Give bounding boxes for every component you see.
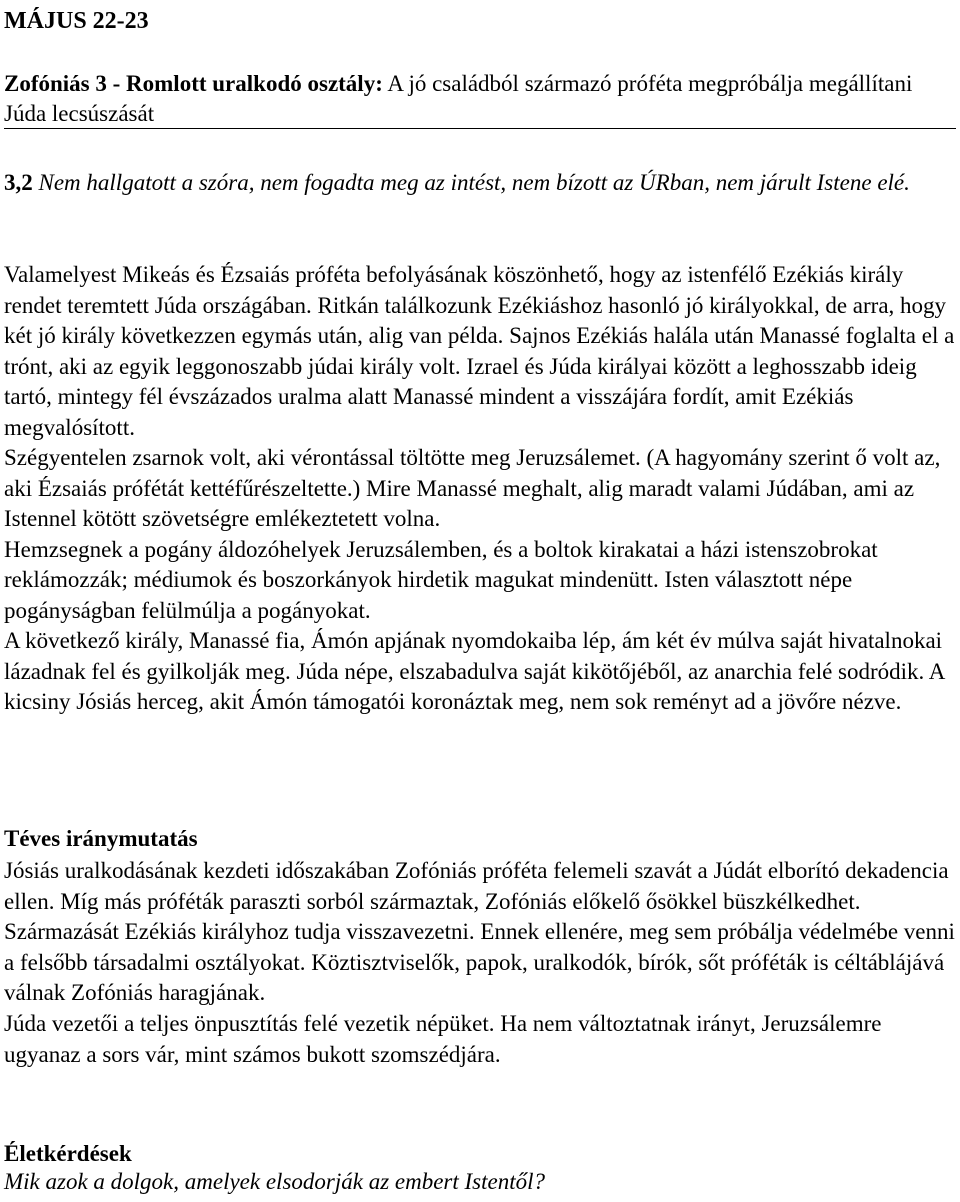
section-title-misguidance: Téves iránymutatás — [4, 826, 198, 851]
intro-paragraph: Valamelyest Mikeás és Ézsaiás próféta befolyásának köszönhető, hogy az istenfélő Ezékiás király rendet teremtett Júda országában. Ritkán találkozunk Ezékiáshoz hasonló jó királyokkal, de arra, hogy két jó király következzen egymás után, alig van példa. Sajnos Ezékiás halála után Manassé foglalta el a trónt, aki az egyik leggonoszabb júdai király volt. Izrael és Júda királyai között a leghosszabb ideig tartó, mintegy fél évszázados uralma alatt Manassé mindent a visszájára fordít, amit Ezékiás megvalósított. — [4, 262, 955, 440]
chapter-heading — [4, 69, 956, 129]
section-title-life-questions: Életkérdések — [4, 1141, 132, 1166]
section-paragraph: Jósiás uralkodásának kezdeti időszakában Zofóniás próféta felemeli szavát a Júdát elborító dekadencia ellen. Míg más próféták paraszti sorból származtak, Zofóniás előkelő ősökkel büszkélkedhet. Származását Ezékiás királyhoz tudja visszavezetni. Ennek ellenére, meg sem próbálja védelmébe venni a felsőbb társadalmi osztályokat. Köztisztviselők, papok, uralkodók, bírók, sőt próféták is céltáblájává válnak Zofóniás haragjának. — [4, 858, 955, 1006]
intro-paragraph: Hemzsegnek a pogány áldozóhelyek Jeruzsálemben, és a boltok kirakatai a házi istenszobrokat reklámozzák; médiumok és boszorkányok hirdetik magukat mindenütt. Isten választott népe pogányságban felülmúlja a pogányokat. — [4, 536, 878, 623]
section-paragraph: Júda vezetői a teljes önpusztítás felé vezetik népüket. Ha nem változtatnak irányt, Jeruzsálemre ugyanaz a sors vár, mint számos bukott szomszédjára. — [4, 1010, 882, 1067]
reflection-question: Mik azok a dolgok, amelyek elsodorják az embert Istentől? — [4, 1169, 546, 1194]
section-text — [4, 856, 959, 1070]
verse-text: Nem hallgatott a szóra, nem fogadta meg az intést, nem bízott az ÚRban, nem járult Istene elé. — [38, 170, 910, 195]
horizontal-divider — [4, 128, 956, 129]
intro-paragraph: A következő király, Manassé fia, Ámón apjának nyomdokaiba lép, ám két év múlva saját hivatalnokai lázadnak fel és gyilkolják meg. Júda népe, elszabadulva saját kikötőjéből, az anarchia felé sodródik. A kicsiny Jósiás herceg, akit Ámón támogatói koronáztak meg, nem sok reményt ad a jövőre nézve. — [4, 628, 945, 714]
date-heading: MÁJUS 22-23 — [4, 8, 149, 34]
intro-text — [4, 260, 959, 718]
chapter-title: Zofóniás 3 - Romlott uralkodó osztály: — [4, 71, 383, 96]
verse-reference: 3,2 — [4, 170, 33, 195]
chapter-subtitle: A jó családból származó próféta megpróbálja megállítani Júda lecsúszását — [4, 71, 913, 126]
intro-paragraph: Szégyentelen zsarnok volt, aki vérontással töltötte meg Jeruzsálemet. (A hagyomány szerint ő volt az, aki Ézsaiás prófétát kettéfűrészeltette.) Mire Manassé meghalt, alig maradt valami Júdában, ami az Istennel kötött szövetségre emlékeztetett volna. — [4, 445, 941, 531]
bible-verse — [4, 168, 956, 198]
